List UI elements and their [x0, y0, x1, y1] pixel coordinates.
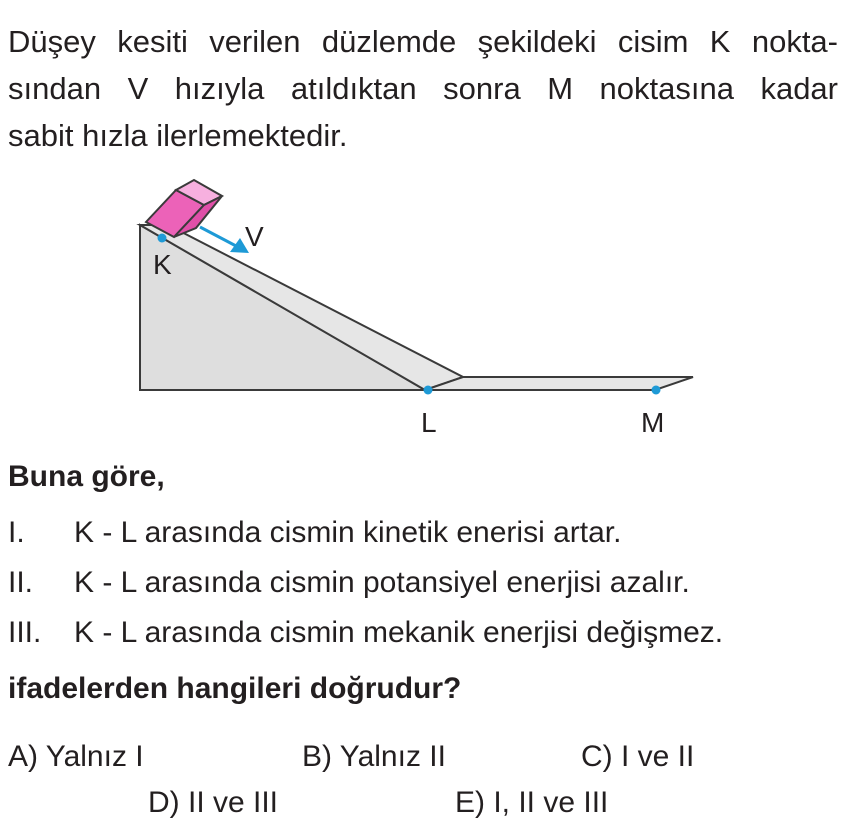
option-a[interactable]: A) Yalnız I — [8, 740, 144, 773]
option-e[interactable]: E) I, II ve III — [455, 786, 609, 819]
velocity-label: V — [245, 221, 264, 252]
question-prompt: ifadelerden hangileri doğrudur? — [8, 672, 462, 705]
block-cube — [146, 180, 222, 237]
point-l-label: L — [421, 407, 437, 438]
option-c[interactable]: C) I ve II — [581, 740, 695, 773]
statement-number: III. — [8, 616, 42, 649]
statement-number: II. — [8, 566, 34, 599]
statement-text: K - L arasında cismin mekanik enerjisi değişmez. — [74, 616, 724, 649]
stem-line-3: sabit hızla ilerlemektedir. — [8, 118, 348, 153]
statement-3 — [8, 616, 723, 650]
stem-line-2: sından V hızıyla atıldıktan sonra M noktasına kadar — [8, 71, 838, 106]
statement-1 — [8, 516, 621, 550]
point-k-dot — [158, 234, 167, 243]
point-l-dot — [424, 386, 433, 395]
statement-text: K - L arasında cismin kinetik enerisi artar. — [74, 516, 622, 549]
point-m-dot — [652, 386, 661, 395]
point-m-label: M — [641, 407, 665, 438]
statement-2 — [8, 566, 690, 600]
point-k-label: K — [153, 249, 172, 280]
lead-text: Buna göre, — [8, 460, 165, 493]
option-d[interactable]: D) II ve III — [148, 786, 279, 819]
statement-number: I. — [8, 516, 25, 549]
option-b[interactable]: B) Yalnız II — [302, 740, 446, 773]
statement-text: K - L arasında cismin potansiyel enerjisi azalır. — [74, 566, 690, 599]
stem-line-1: Düşey kesiti verilen düzlemde şekildeki cisim K nokta- — [8, 24, 838, 59]
